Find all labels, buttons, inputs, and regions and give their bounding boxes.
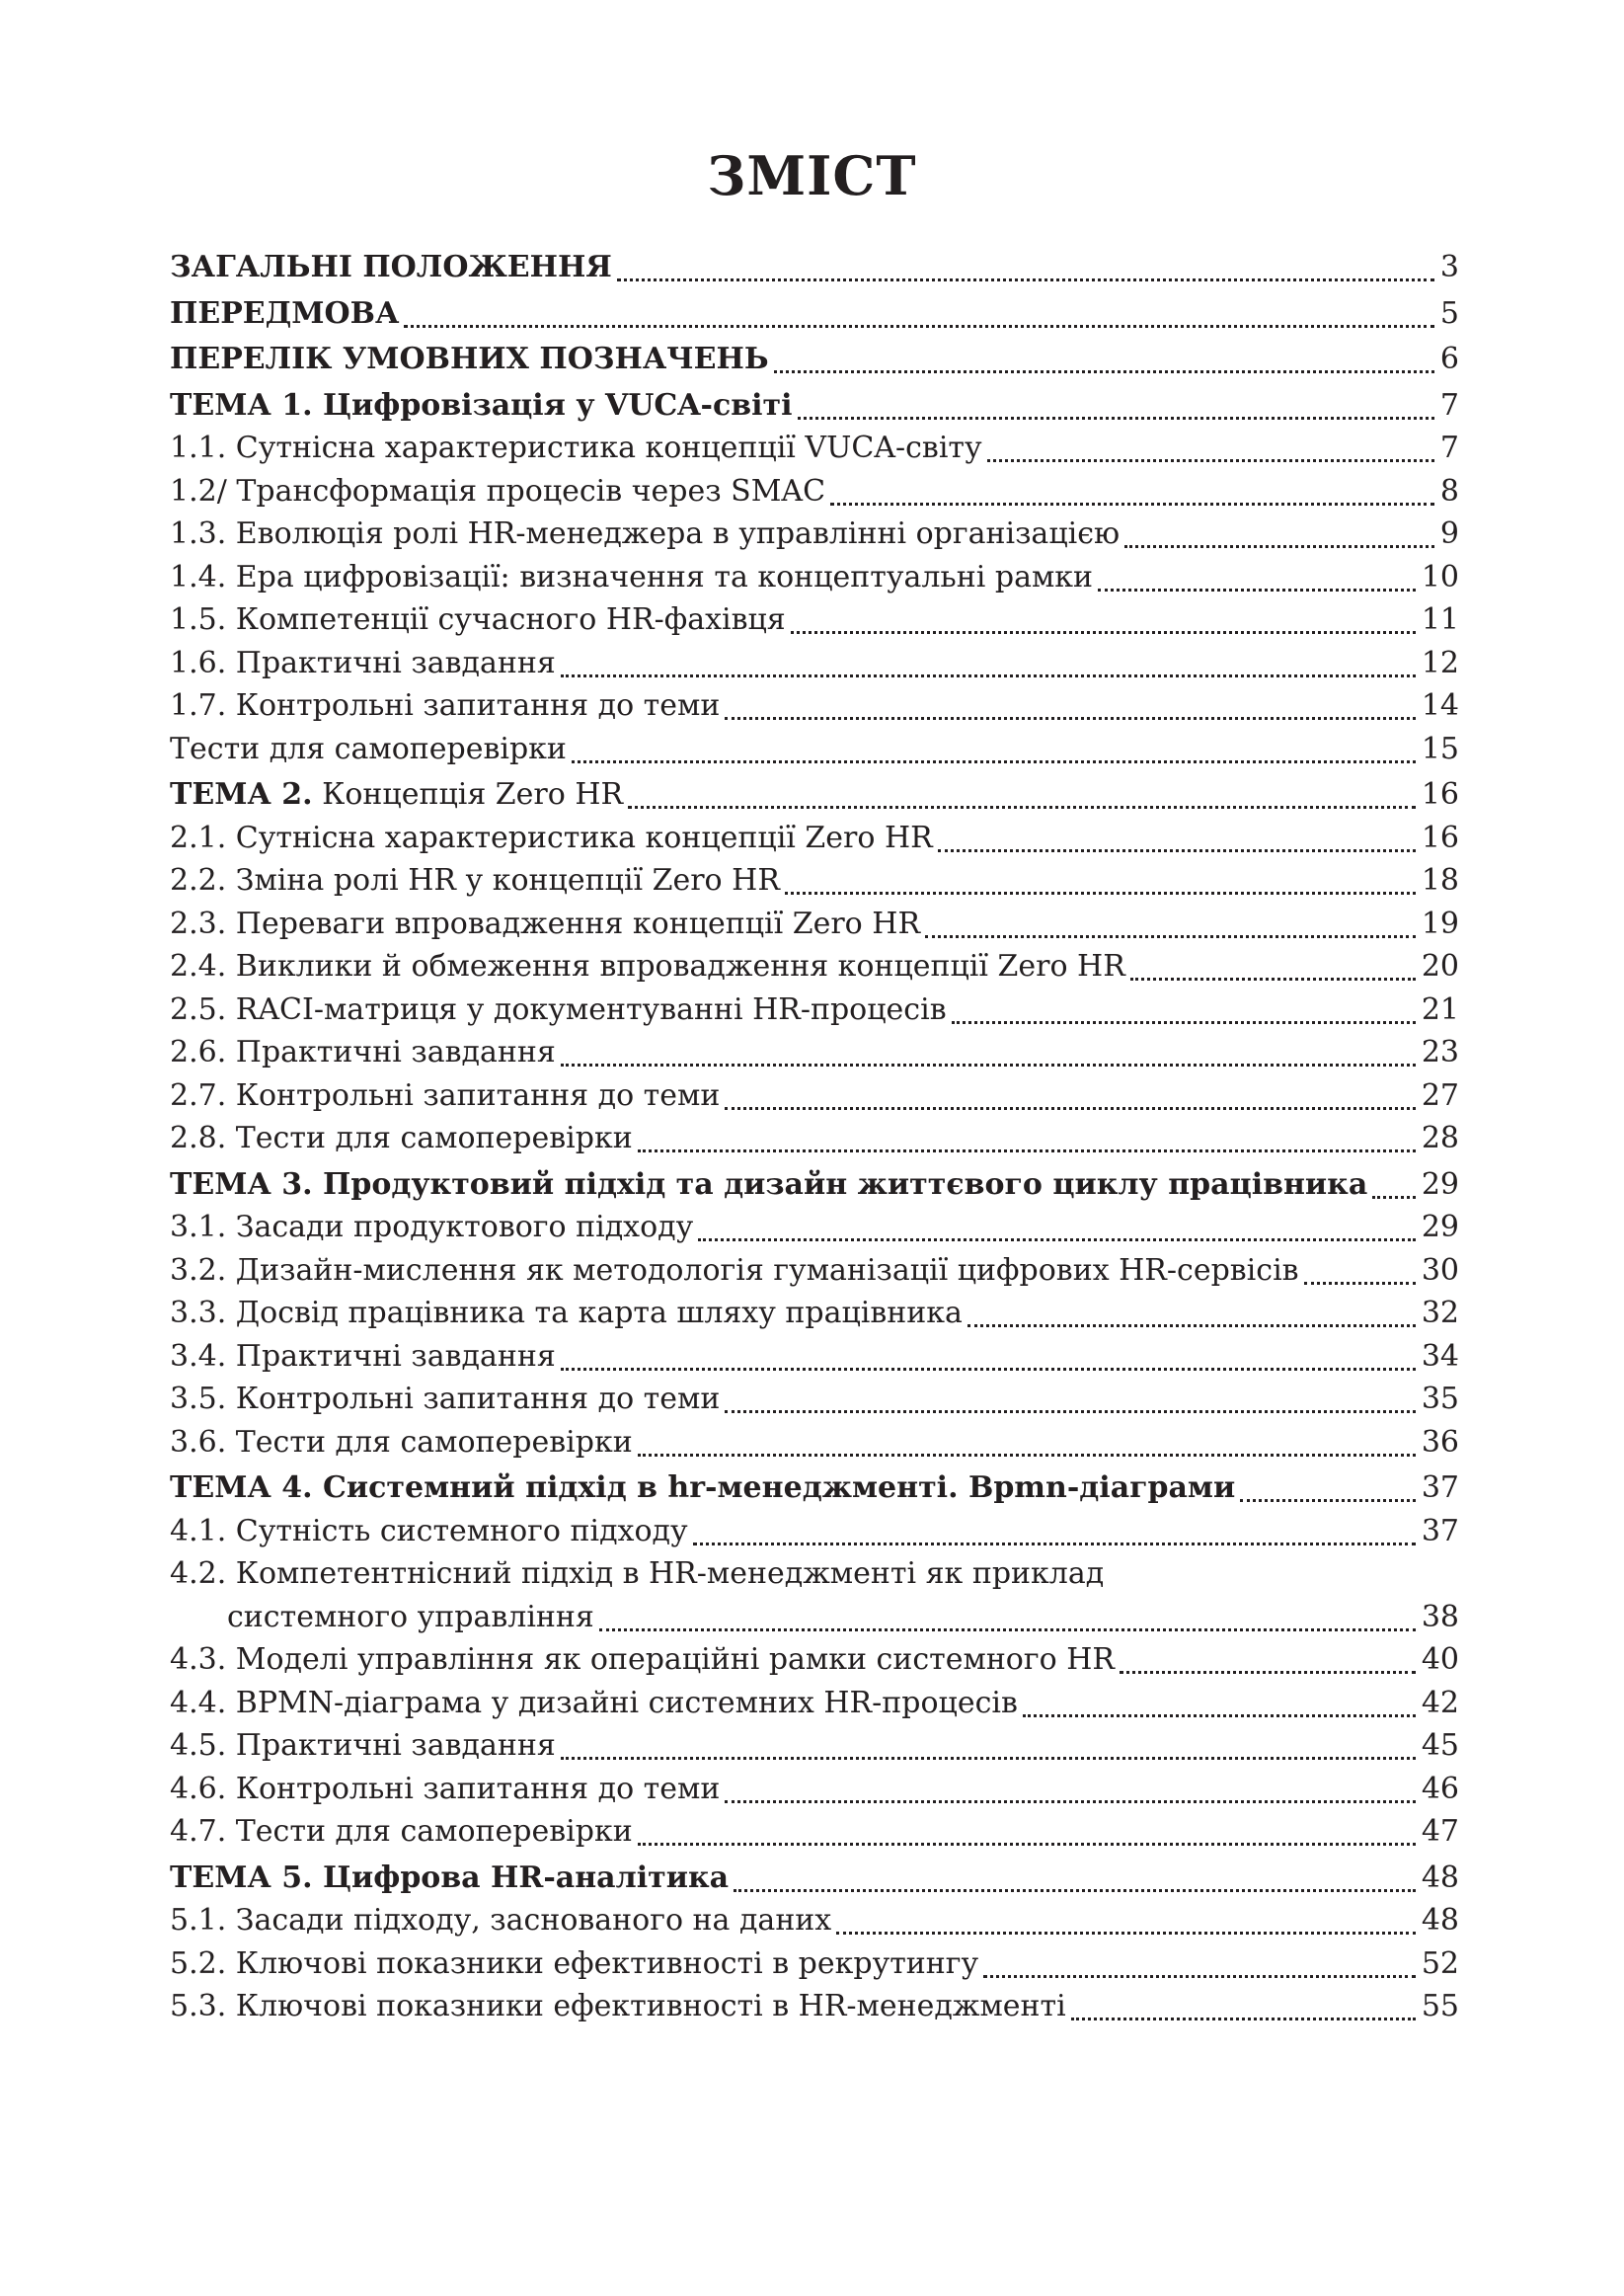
toc-entry-label: 1.4. Ера цифровізації: визначення та концептуальні рамки — [170, 559, 1094, 594]
toc-entry-label: 3.1. Засади продуктового підходу — [170, 1210, 694, 1244]
toc-page-number: 7 — [1439, 431, 1459, 465]
toc-page-number: 11 — [1421, 602, 1459, 637]
page-title: ЗМІСТ — [707, 144, 917, 207]
toc-entry-label-bold: ТЕМА 2. — [170, 777, 313, 812]
toc-entry-label: системного управління — [227, 1599, 594, 1634]
toc-entry[interactable] — [170, 817, 1459, 860]
toc-page-number: 34 — [1421, 1338, 1459, 1374]
dot-leader — [1120, 1669, 1416, 1674]
dot-leader — [561, 1062, 1416, 1067]
toc-entry[interactable] — [170, 1117, 1459, 1160]
dot-leader — [725, 1798, 1415, 1803]
toc-page-number: 36 — [1421, 1424, 1459, 1460]
dot-leader — [830, 501, 1434, 506]
toc-entry-label: 4.2. Компетентнісний підхід в HR-менеджменті як приклад — [170, 1556, 1105, 1591]
toc-entry-label: 2.7. Контрольні запитання до теми — [170, 1077, 721, 1113]
toc-entry-label: 4.5. Практичні завдання — [170, 1728, 556, 1763]
toc-entry-label: 5.3. Ключові показники ефективності в HR-менеджменті — [170, 1989, 1066, 2023]
toc-entry[interactable] — [170, 1510, 1459, 1553]
toc-entry[interactable] — [170, 1206, 1459, 1249]
dot-leader — [572, 758, 1416, 763]
dot-leader — [798, 415, 1434, 420]
toc-entry[interactable] — [170, 1074, 1459, 1118]
toc-entry-label: 2.2. Зміна ролі HR у концепції Zero HR — [170, 863, 780, 898]
toc-page-number: 6 — [1439, 342, 1459, 376]
dot-leader — [1124, 543, 1434, 548]
toc-page-number: 47 — [1421, 1814, 1459, 1849]
toc-entry[interactable] — [170, 728, 1459, 771]
toc-page-number: 30 — [1421, 1252, 1459, 1288]
dot-leader — [725, 1105, 1415, 1110]
toc-entry[interactable] — [170, 1421, 1459, 1465]
toc-entry[interactable] — [170, 1292, 1459, 1335]
toc-page-number: 12 — [1421, 645, 1459, 680]
toc-heading[interactable] — [170, 292, 1459, 336]
toc-entry-label: 5.2. Ключові показники ефективності в рекрутингу — [170, 1945, 979, 1981]
toc-page-number: 40 — [1421, 1642, 1459, 1677]
toc-heading[interactable] — [170, 1466, 1459, 1510]
toc-heading[interactable] — [170, 773, 1459, 817]
toc-entry-label: 2.1. Сутнісна характеристика концепції Zero HR — [170, 820, 933, 855]
toc-entry[interactable] — [170, 903, 1459, 946]
toc-page-number: 55 — [1421, 1989, 1459, 2023]
toc-page-number: 52 — [1421, 1945, 1459, 1981]
dot-leader — [1372, 1194, 1416, 1199]
toc-entry[interactable] — [170, 1899, 1459, 1942]
toc-entry[interactable] — [170, 427, 1459, 470]
toc-entry-label: Тести для самоперевірки — [170, 731, 567, 766]
toc-page-number: 48 — [1421, 1860, 1459, 1895]
dot-leader — [1098, 587, 1416, 592]
toc-entry-label: 2.5. RACI-матриця у документуванні HR-процесів — [170, 991, 947, 1027]
toc-entry[interactable] — [170, 859, 1459, 903]
toc-entry[interactable] — [170, 684, 1459, 728]
toc-page-number: 14 — [1421, 688, 1459, 723]
toc-entry-label: 1.3. Еволюція ролі HR-менеджера в управлінні організацією — [170, 516, 1121, 551]
toc-heading[interactable] — [170, 1163, 1459, 1207]
toc-entry-label — [170, 773, 623, 817]
toc-entry[interactable] — [170, 556, 1459, 599]
toc-entry[interactable] — [170, 470, 1459, 514]
toc-entry[interactable] — [170, 598, 1459, 642]
dot-leader — [561, 673, 1416, 677]
toc-page-number: 5 — [1439, 295, 1459, 331]
dot-leader — [617, 277, 1434, 281]
toc-entry-label: 4.4. BPMN-діаграма у дизайні системних HR-процесів — [170, 1685, 1018, 1720]
toc-entry-label: ПЕРЕДМОВА — [170, 295, 400, 331]
toc-heading[interactable] — [170, 338, 1459, 381]
toc-entry[interactable] — [170, 945, 1459, 989]
dot-leader — [1130, 976, 1416, 981]
toc-entry-label: 1.7. Контрольні запитання до теми — [170, 688, 721, 723]
toc-entry-label: ТЕМА 3. Продуктовий підхід та дизайн життєвого циклу працівника — [170, 1166, 1368, 1202]
dot-leader — [725, 715, 1415, 720]
toc-entry-label-rest: Концепція Zero HR — [312, 777, 624, 812]
toc-entry-label: 3.3. Досвід працівника та карта шляху працівника — [170, 1296, 963, 1330]
toc-page-number: 3 — [1439, 250, 1459, 284]
dot-leader — [561, 1755, 1416, 1760]
dot-leader — [925, 933, 1416, 938]
toc-entry[interactable] — [170, 1552, 1459, 1596]
toc-entry-label: 1.6. Практичні завдання — [170, 645, 556, 680]
dot-leader — [698, 1236, 1416, 1241]
dot-leader — [404, 323, 1433, 328]
toc-entry-label: 4.6. Контрольні запитання до теми — [170, 1771, 721, 1806]
toc-page-number: 35 — [1421, 1382, 1459, 1416]
dot-leader — [599, 1626, 1416, 1631]
dot-leader — [836, 1930, 1416, 1935]
toc-heading[interactable] — [170, 1857, 1459, 1900]
toc-page-number: 45 — [1421, 1728, 1459, 1763]
toc-entry[interactable] — [170, 1942, 1459, 1986]
dot-leader — [1071, 2016, 1416, 2020]
toc-page-number: 19 — [1421, 906, 1459, 941]
toc-heading[interactable] — [170, 246, 1459, 289]
dot-leader — [952, 1019, 1416, 1024]
toc-page-number: 8 — [1439, 473, 1459, 509]
toc-entry[interactable] — [170, 1031, 1459, 1074]
dot-leader — [938, 847, 1416, 852]
toc-page-number: 21 — [1421, 991, 1459, 1027]
table-of-contents — [170, 246, 1459, 2028]
dot-leader — [1240, 1497, 1416, 1502]
toc-entry-label: ТЕМА 4. Системний підхід в hr-менеджменті. Bpmn-діаграми — [170, 1470, 1236, 1505]
dot-leader — [725, 1408, 1415, 1413]
dot-leader — [628, 804, 1416, 809]
toc-entry[interactable] — [170, 1682, 1459, 1725]
toc-page-number: 29 — [1421, 1166, 1459, 1202]
toc-entry-label: 4.7. Тести для самоперевірки — [170, 1814, 633, 1849]
toc-entry[interactable] — [170, 1596, 1459, 1639]
toc-entry-label: ТЕМА 1. Цифровізація у VUCA-світі — [170, 387, 793, 423]
dot-leader — [774, 368, 1434, 373]
toc-entry-label: 5.1. Засади підходу, заснованого на даних — [170, 1903, 832, 1938]
toc-entry-label: 4.1. Сутність системного підходу — [170, 1513, 688, 1548]
toc-entry[interactable] — [170, 513, 1459, 556]
toc-entry-label: 1.2/ Трансформація процесів через SMAC — [170, 473, 826, 509]
toc-page-number: 38 — [1421, 1599, 1459, 1634]
toc-page-number: 9 — [1439, 516, 1459, 551]
toc-entry[interactable] — [170, 1378, 1459, 1421]
toc-page-number: 29 — [1421, 1210, 1459, 1244]
toc-entry-label: 3.6. Тести для самоперевірки — [170, 1424, 633, 1460]
toc-entry-label: 3.2. Дизайн-мислення як методологія гуманізації цифрових HR-сервісів — [170, 1252, 1299, 1288]
toc-entry[interactable] — [170, 1249, 1459, 1293]
toc-page-number: 7 — [1439, 387, 1459, 423]
dot-leader — [638, 1148, 1416, 1152]
dot-leader — [791, 629, 1416, 634]
dot-leader — [983, 1973, 1416, 1978]
toc-page-number: 27 — [1421, 1077, 1459, 1113]
toc-entry-label: 3.4. Практичні завдання — [170, 1338, 556, 1374]
dot-leader — [1304, 1280, 1416, 1285]
toc-entry[interactable] — [170, 642, 1459, 685]
toc-page-number: 20 — [1421, 949, 1459, 984]
toc-entry[interactable] — [170, 1638, 1459, 1682]
toc-page-number: 42 — [1421, 1685, 1459, 1720]
toc-entry[interactable] — [170, 1985, 1459, 2028]
toc-page-number: 37 — [1421, 1513, 1459, 1548]
toc-page-number: 48 — [1421, 1903, 1459, 1938]
dot-leader — [561, 1366, 1416, 1371]
toc-entry-label: 4.3. Моделі управління як операційні рамки системного HR — [170, 1642, 1115, 1677]
toc-page-number: 46 — [1421, 1771, 1459, 1806]
toc-entry-label: 2.8. Тести для самоперевірки — [170, 1121, 633, 1155]
toc-page-number: 15 — [1421, 731, 1459, 766]
toc-heading[interactable] — [170, 384, 1459, 428]
toc-page-number: 10 — [1421, 559, 1459, 594]
toc-page-number: 16 — [1421, 820, 1459, 855]
toc-entry-label: 2.6. Практичні завдання — [170, 1035, 556, 1069]
dot-leader — [638, 1841, 1416, 1846]
toc-page-number: 28 — [1421, 1121, 1459, 1155]
toc-page-number: 32 — [1421, 1296, 1459, 1330]
toc-entry-label: 3.5. Контрольні запитання до теми — [170, 1382, 721, 1416]
toc-page-number: 23 — [1421, 1035, 1459, 1069]
toc-entry-label: 1.1. Сутнісна характеристика концепції VUCA-світу — [170, 431, 982, 465]
toc-entry-label: ЗАГАЛЬНІ ПОЛОЖЕННЯ — [170, 250, 612, 284]
toc-entry[interactable] — [170, 989, 1459, 1032]
toc-page-number: 37 — [1421, 1470, 1459, 1505]
dot-leader — [987, 457, 1434, 462]
toc-entry-label: 1.5. Компетенції сучасного HR-фахівця — [170, 602, 786, 637]
toc-entry-label: 2.4. Виклики й обмеження впровадження концепції Zero HR — [170, 949, 1125, 984]
dot-leader — [734, 1887, 1416, 1892]
dot-leader — [967, 1322, 1416, 1327]
dot-leader — [1023, 1712, 1416, 1717]
toc-entry-label: ПЕРЕЛІК УМОВНИХ ПОЗНАЧЕНЬ — [170, 342, 769, 376]
dot-leader — [785, 890, 1416, 895]
toc-entry[interactable] — [170, 1810, 1459, 1854]
toc-page-number: 18 — [1421, 863, 1459, 898]
toc-entry[interactable] — [170, 1724, 1459, 1768]
dot-leader — [693, 1541, 1416, 1545]
dot-leader — [638, 1452, 1416, 1457]
toc-entry-label: 2.3. Переваги впровадження концепції Zero HR — [170, 906, 921, 941]
toc-entry[interactable] — [170, 1335, 1459, 1379]
toc-page-number: 16 — [1421, 777, 1459, 812]
toc-entry-label: ТЕМА 5. Цифрова HR-аналітика — [170, 1860, 730, 1895]
toc-entry[interactable] — [170, 1768, 1459, 1811]
